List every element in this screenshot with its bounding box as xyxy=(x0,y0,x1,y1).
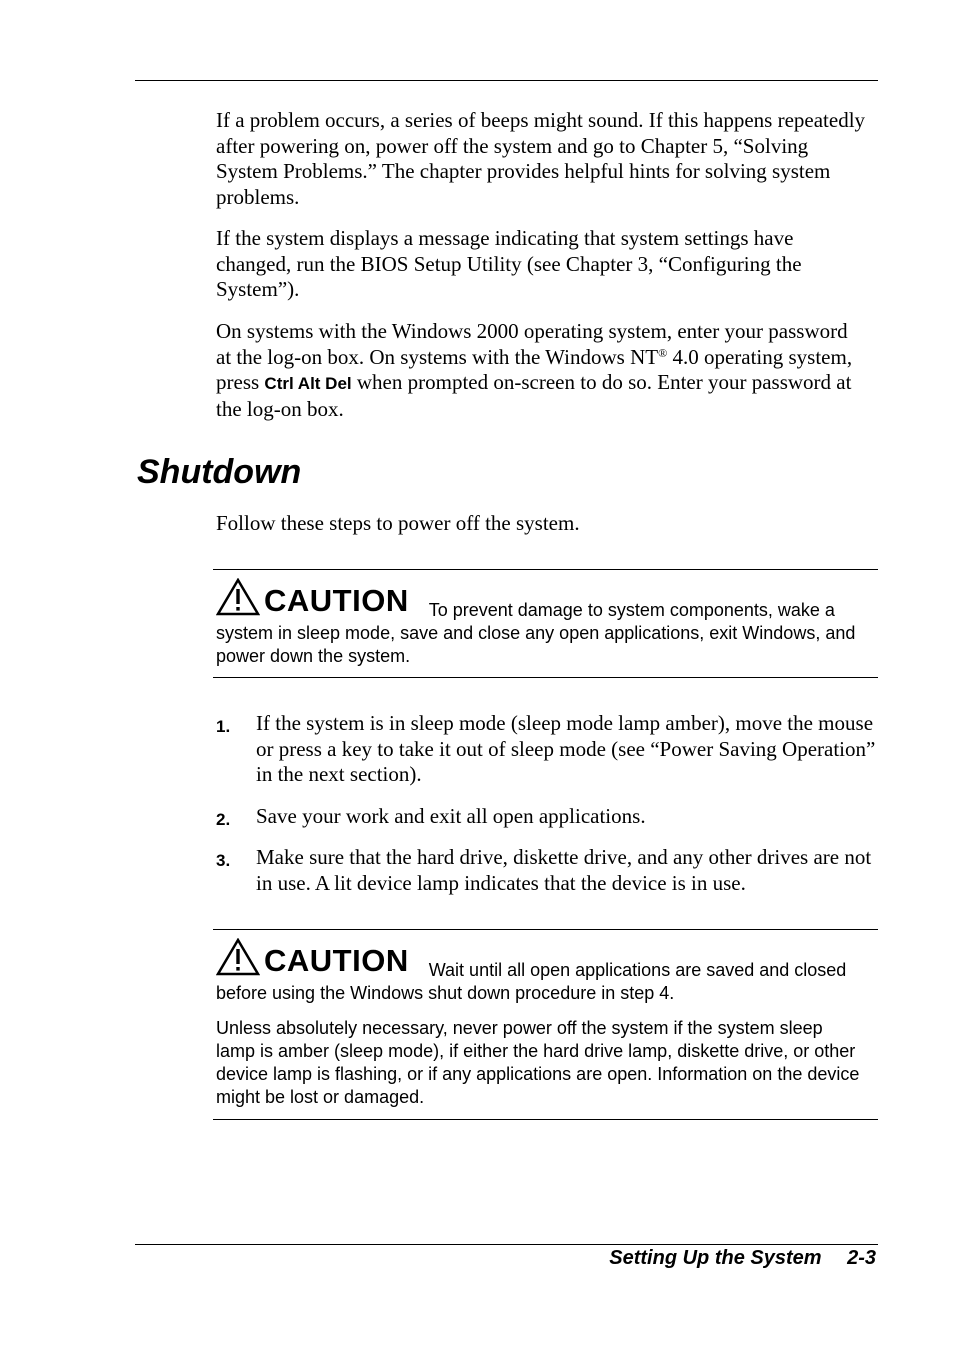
warning-triangle-icon xyxy=(216,578,260,616)
section-lead: Follow these steps to power off the system. xyxy=(216,511,580,535)
intro-paragraph-1: If a problem occurs, a series of beeps might sound. If this happens repeatedly after powering on, power off the system and go to Chapter 5, “Solving System Problems.” The chapter provides helpful hints for solving system problems. xyxy=(216,108,866,209)
intro-paragraph-3-part-c: when prompted on-screen to do so. Enter your password at the log-on box. xyxy=(216,370,852,421)
step-2-number: 2. xyxy=(216,810,231,829)
header-rule xyxy=(135,80,878,81)
intro-paragraph-2: If the system displays a message indicating that system settings have changed, run the BIOS Setup Utility (see Chapter 3, “Configuring the System”). xyxy=(216,226,802,301)
caution-2-body xyxy=(216,938,876,1005)
caution-2-label: CAUTION xyxy=(264,943,409,978)
caution-box-1 xyxy=(213,569,878,678)
section-heading: Shutdown xyxy=(137,453,302,491)
intro-paragraph-3-part-a: On systems with the Windows 2000 operating system, enter your password at the log-on box. On systems with the Windows NT xyxy=(216,319,848,369)
caution-2-text-2: Unless absolutely necessary, never power off the system if the system sleep lamp is amber (sleep mode), if either the hard drive lamp, diskette drive, or other device lamp is flashing, or if any applications are open. Information on the device might be lost or damaged. xyxy=(216,1018,860,1107)
key-combination: Ctrl Alt Del xyxy=(264,374,352,393)
footer-rule xyxy=(135,1244,878,1245)
caution-1-body xyxy=(216,578,876,668)
step-3-number: 3. xyxy=(216,851,231,870)
step-2-text: Save your work and exit all open applications. xyxy=(256,804,646,828)
caution-2-header xyxy=(216,938,409,976)
footer-title: Setting Up the System xyxy=(609,1247,822,1269)
page-footer xyxy=(609,1247,876,1270)
step-1-number: 1. xyxy=(216,717,231,736)
registered-mark: ® xyxy=(658,345,668,360)
footer-page-number: 2-3 xyxy=(847,1247,876,1269)
caution-1-header xyxy=(216,578,409,616)
step-3-text: Make sure that the hard drive, diskette drive, and any other drives are not in use. A lit device lamp indicates that the device is in use. xyxy=(256,845,872,895)
intro-paragraph-3 xyxy=(216,319,866,422)
caution-2-text: Wait until all open applications are saved and closed before using the Windows shut down procedure in step 4. xyxy=(216,960,847,1003)
step-1-text: If the system is in sleep mode (sleep mode lamp amber), move the mouse or press a key to take it out of sleep mode (see “Power Saving Operation” in the next section). xyxy=(256,711,876,786)
caution-1-label: CAUTION xyxy=(264,583,409,618)
caution-box-2 xyxy=(213,929,878,1120)
warning-triangle-icon xyxy=(216,938,260,976)
caution-1-text: To prevent damage to system components, wake a system in sleep mode, save and close any open applications, exit Windows, and power down the system. xyxy=(216,600,856,666)
intro-paragraph-3-part-b: 4.0 operating system, press xyxy=(216,344,853,394)
